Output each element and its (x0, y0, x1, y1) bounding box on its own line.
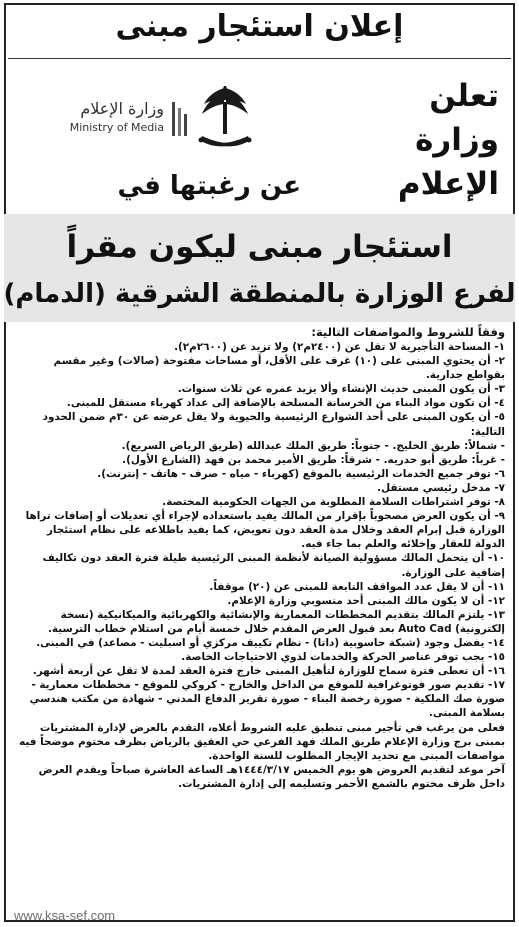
term-item: ١٧- تقديم صور فوتوغرافية للموقع من الداخل والخارج - كروكي للموقع - مخططات معمارية - صورة صك الملكية - صورة رخصة البناء - صورة تقرير الدفاع المدني - شهادة من مكتب هندسي بسلامة المبنى. (29, 679, 505, 720)
term-item: ٢- أن يحتوي المبنى على (١٠) غرف على الأقل، أو مساحات مفتوحة (صالات) وغير مقسم بقواطع جدارية. (53, 355, 505, 382)
term-item: ٨- توفر اشتراطات السلامة المطلوبة من الجهات الحكومية المختصة. (162, 496, 505, 509)
submission-instructions: فعلى من يرغب في تأجير مبنى تنطبق عليه الشروط أعلاه، التقدم بالعرض لإدارة المشتريات بمبنى برج وزارة الإعلام طريق الملك فهد الفرعي حي العقيق بالرياض بظرف مختوم موضحاً فيه مواصفات المبنى مع تحديد الإيجار المطلوب للسنة الواحدة. (19, 721, 505, 762)
palm-swords-emblem-icon (196, 84, 254, 156)
ad-title-line-2: لفرع الوزارة بالمنطقة الشرقية (الدمام) (3, 279, 516, 309)
term-item: ٣- أن يكون المبنى حديث الإنشاء وألا يزيد عمره عن ثلاث سنوات. (177, 383, 505, 396)
term-item: ٤- أن تكون مواد البناء من الخرسانة المسلحة بالإضافة إلى عداد كهرباء مستقل للمبنى. (66, 397, 505, 410)
term-item: ١٥- يجب توفر عناصر الحركة والخدمات لذوي الاحتياجات الخاصة. (181, 651, 505, 664)
term-item: ٦- توفر جميع الخدمات الرئيسية بالموقع (كهرباء - مياه - صرف - هاتف - إنترنت). (97, 467, 505, 480)
intent-line: عن رغبتها في (117, 171, 301, 201)
term-item: ١٠- أن يتحمل المالك مسؤولية الصيانة لأنظمة المبنى الرئيسية طيلة فترة العقد دون تكاليف إضافية على الوزارة. (42, 552, 505, 579)
announcer (319, 74, 499, 206)
term-item: ١- المساحة التأجيرية لا تقل عن (٢٤٠٠م٢) ولا تزيد عن (٢٦٠٠م٢). (174, 341, 505, 353)
term-subitem: - شمالاً: طريق الخليج. - جنوباً: طريق الملك عبدالله (طريق الرياض السريع). (121, 439, 505, 452)
term-item: ١٢- أن لا يكون مالك المبنى أحد منسوبي وزارة الإعلام. (227, 594, 505, 607)
header-divider (8, 58, 511, 59)
announcer-line-2: وزارة الإعلام (397, 122, 499, 202)
ministry-logo (52, 98, 164, 136)
term-item: ٧- مدخل رئيسي مستقل. (377, 481, 505, 494)
ad-title-line-1: استئجار مبنى ليكون مقراً (66, 229, 453, 265)
ministry-logo-english: Ministry of Media (69, 121, 164, 134)
submission-deadline: آخر موعد لتقديم العروض هو يوم الخميس ١٤٤٤/٣/١٧هـ الساعة العاشرة صباحاً ويقدم العرض داخل ظرف مختوم بالشمع الأحمر وتسليمه إلى إدارة المشتريات. (38, 763, 505, 790)
watermark: www.ksa-sef.com (14, 908, 116, 923)
announcer-line-1: تعلن (429, 78, 499, 114)
term-subitem: - غرباً: طريق أبو حدريه. - شرقاً: طريق الأمير محمد بن فهد (الشارع الأول). (122, 453, 505, 466)
ad-headline: إعلان استئجار مبنى (115, 9, 404, 44)
ministry-logo-arabic: وزارة الإعلام (80, 99, 164, 118)
term-item: ١٦- أن تعطى فترة سماح للوزارة لتأهيل المبنى خارج فترة العقد لمدة لا تقل عن أربعة أشهر. (32, 665, 505, 678)
term-item: ٩- أن يكون العرض مصحوباً بإقرار من المالك يفيد باستعداده لإجراء أي تعديلات أو إضافات تراها الوزارة قبل إبرام العقد وخلال مدة العقد دون تعويض، كما يفيد باطلاعه على نظام استئجار الدولة للعقار وإخلائه والعلم بما جاء فيه. (25, 510, 505, 551)
terms-section (14, 325, 505, 791)
terms-intro: وفقاً للشروط والمواصفات التالية: (311, 325, 505, 339)
term-item: ١٣- يلتزم المالك بتقديم المخططات المعمارية والإنشائية والكهربائية والميكانيكية (نسخة إلكترونية) Auto Cad بعد قبول العرض المقدم خلال خمسة أيام من استلام خطاب الترسية. (47, 608, 505, 635)
term-item: ١١- أن لا يقل عدد المواقف التابعة للمبنى عن (٢٠) موقفاً. (209, 580, 505, 593)
ministry-logo-mark-icon (170, 100, 190, 138)
term-item: ٥- أن يكون المبنى على أحد الشوارع الرئيسية والحيوية ولا يقل عرضه عن ٣٠م ضمن الحدود التالية: (42, 411, 505, 438)
term-item: ١٤- يفضل وجود (شبكة حاسوبية (داتا) - نظام تكييف مركزي أو اسبليت - مصاعد) في المبنى. (36, 636, 505, 649)
